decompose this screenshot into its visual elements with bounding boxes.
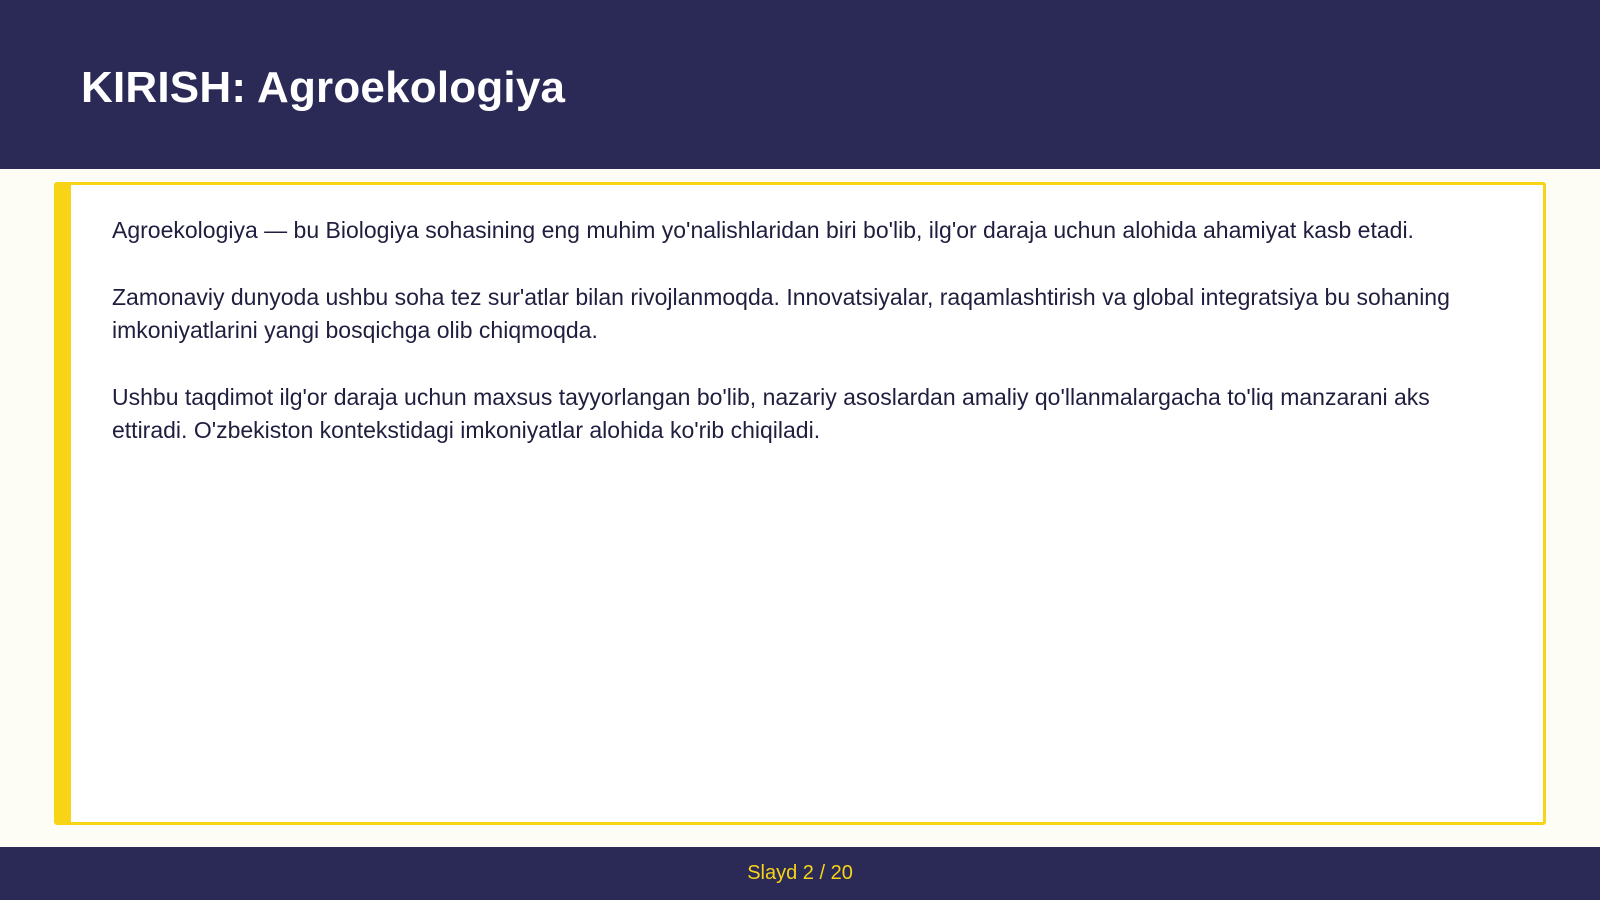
paragraph-presentation: Ushbu taqdimot ilg'or daraja uchun maxsus tayyorlangan bo'lib, nazariy asoslardan amaliy qo'llanmalargacha to'liq manzarani aks ettiradi. O'zbekiston kontekstidagi imkoniyatlar alohida ko'rib chiqiladi.: [112, 383, 1430, 443]
slide-number: Slayd 2 / 20: [747, 862, 853, 884]
slide-title: KIRISH: Agroekologiya: [81, 63, 566, 112]
slide-header: [0, 0, 1600, 169]
paragraph-modern-world: Zamonaviy dunyoda ushbu soha tez sur'atlar bilan rivojlanmoqda. Innovatsiyalar, raqamlashtirish va global integratsiya bu sohaning imkoniyatlarini yangi bosqichga olib chiqmoqda.: [112, 283, 1450, 343]
slide-footer: [0, 847, 1600, 900]
paragraph-intro: Agroekologiya — bu Biologiya sohasining eng muhim yo'nalishlaridan biri bo'lib, ilg'or daraja uchun alohida ahamiyat kasb etadi.: [112, 217, 1414, 243]
content-body: [112, 214, 1492, 481]
